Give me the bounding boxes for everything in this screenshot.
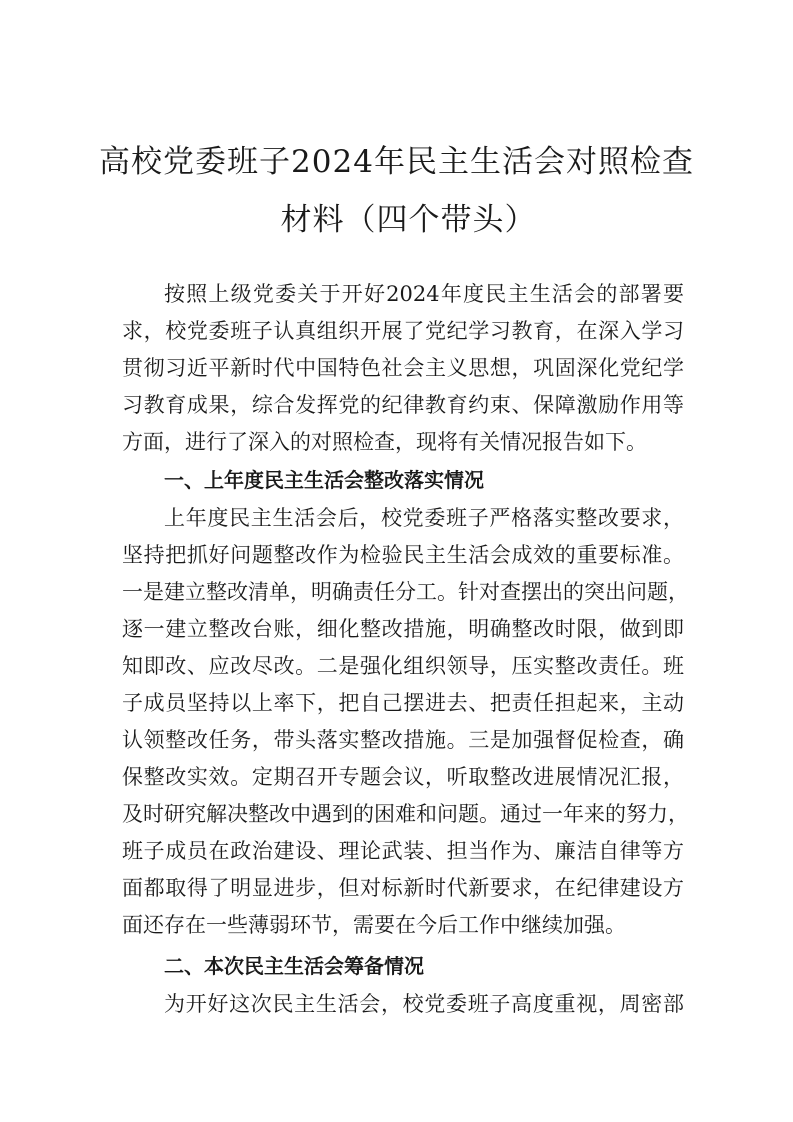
section-1-line: 子成员坚持以上率下，把自己摆进去、把责任担起来，主动 (122, 691, 684, 715)
section-1-line: 上年度民主生活会后，校党委班子严格落实整改要求， (164, 506, 684, 530)
section-1-heading: 一、上年度民主生活会整改落实情况 (164, 468, 484, 492)
section-1-line: 保整改实效。定期召开专题会议，听取整改进展情况汇报， (122, 765, 684, 789)
section-1-line: 认领整改任务，带头落实整改措施。三是加强督促检查，确 (122, 728, 684, 752)
section-2-heading: 二、本次民主生活会筹备情况 (164, 954, 424, 978)
section-1-line: 及时研究解决整改中遇到的困难和问题。通过一年来的努力， (122, 802, 689, 826)
document-title-line-2: 材料（四个带头） (280, 202, 537, 238)
intro-line: 习教育成果，综合发挥党的纪律教育约束、保障激励作用等 (122, 393, 684, 417)
intro-line: 贯彻习近平新时代中国特色社会主义思想，巩固深化党纪学 (122, 356, 684, 380)
section-1-line: 班子成员在政治建设、理论武装、担当作为、廉洁自律等方 (122, 839, 684, 863)
document-title-line-1: 高校党委班子2024年民主生活会对照检查 (99, 144, 694, 180)
intro-line: 求，校党委班子认真组织开展了党纪学习教育，在深入学习 (122, 319, 684, 343)
section-1-line: 知即改、应改尽改。二是强化组织领导，压实整改责任。班 (122, 654, 684, 678)
section-2-line: 为开好这次民主生活会，校党委班子高度重视，周密部 (164, 992, 684, 1016)
section-1-line: 面都取得了明显进步，但对标新时代新要求，在纪律建设方 (122, 876, 684, 900)
section-1-line: 面还存在一些薄弱环节，需要在今后工作中继续加强。 (122, 913, 626, 937)
intro-line: 按照上级党委关于开好2024年度民主生活会的部署要 (164, 282, 684, 306)
section-1-line: 逐一建立整改台账，细化整改措施，明确整改时限，做到即 (122, 617, 684, 641)
section-1-line: 一是建立整改清单，明确责任分工。针对查摆出的突出问题， (122, 580, 689, 604)
section-1-line: 坚持把抓好问题整改作为检验民主生活会成效的重要标准。 (122, 543, 684, 567)
intro-line: 方面，进行了深入的对照检查，现将有关情况报告如下。 (122, 430, 647, 454)
